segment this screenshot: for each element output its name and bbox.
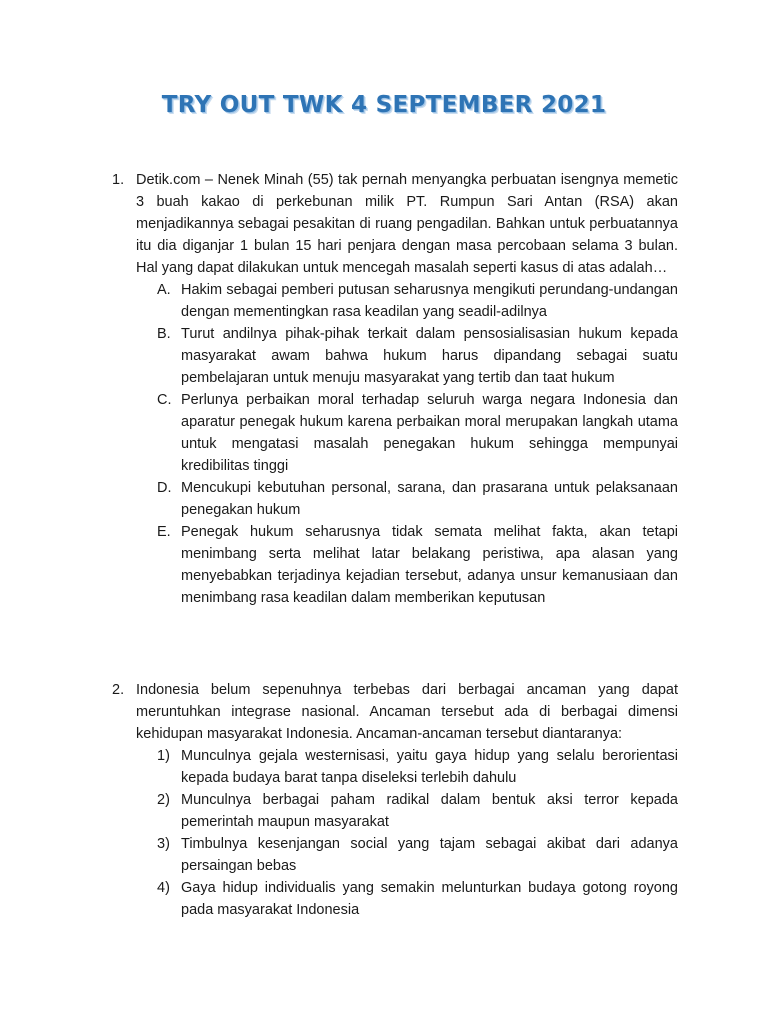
statement-label: 3) [157,836,170,852]
option-text: Turut andilnya pihak-pihak terkait dalam pensosialisasian hukum kepada masyarakat awam bahwa hukum harus dipandang sebagai suatu pembelajaran untuk menuju masyarakat yang tertib dan taat hukum [181,326,678,386]
option-text: Perlunya perbaikan moral terhadap seluruh warga negara Indonesia dan aparatur penegak hukum karena perbaikan moral merupakan langkah utama untuk mengatasi masalah penegakan hukum sehingga mempunyai kredibilitas tinggi [181,392,678,474]
statement-1 [157,745,678,789]
option-b [157,323,678,389]
option-label: E. [157,524,171,540]
question-1 [112,169,678,609]
question-number: 1. [112,172,125,188]
statement-3 [157,833,678,877]
option-text: Penegak hukum seharusnya tidak semata melihat fakta, akan tetapi menimbang serta melihat latar belakang peristiwa, apa alasan yang menyebabkan terjadinya kejadian tersebut, adanya unsur kemanusiaan dan menimbang rasa keadilan dalam memberikan keputusan [181,524,678,606]
question-2 [112,679,678,921]
statement-label: 1) [157,748,170,764]
option-label: D. [157,480,172,496]
option-a [157,279,678,323]
option-label: C. [157,392,172,408]
option-text: Hakim sebagai pemberi putusan seharusnya mengikuti perundang-undangan dengan mementingkan rasa keadilan yang seadil-adilnya [181,282,678,320]
statement-text: Timbulnya kesenjangan social yang tajam sebagai akibat dari adanya persaingan bebas [181,836,678,874]
question-text: Indonesia belum sepenuhnya terbebas dari berbagai ancaman yang dapat meruntuhkan integrase nasional. Ancaman tersebut ada di berbagai dimensi kehidupan masyarakat Indonesia. Ancaman-ancaman tersebut diantaranya: [136,682,678,742]
statement-label: 4) [157,880,170,896]
question-number: 2. [112,682,125,698]
statement-2 [157,789,678,833]
statement-4 [157,877,678,921]
statement-text: Munculnya berbagai paham radikal dalam bentuk aksi terror kepada pemerintah maupun masyarakat [181,792,678,830]
option-text: Mencukupi kebutuhan personal, sarana, dan prasarana untuk pelaksanaan penegakan hukum [181,480,678,518]
option-label: B. [157,326,171,342]
option-d [157,477,678,521]
statement-label: 2) [157,792,170,808]
option-e [157,521,678,609]
question-text: Detik.com – Nenek Minah (55) tak pernah menyangka perbuatan isengnya memetic 3 buah kakao di perkebunan milik PT. Rumpun Sari Antan (RSA) akan menjadikannya sebagai pesakitan di ruang pengadilan. Bahkan untuk perbuatannya itu dia diganjar 1 bulan 15 hari penjara dengan masa percobaan selama 3 bulan. Hal yang dapat dilakukan untuk mencegah masalah seperti kasus di atas adalah… [136,172,678,276]
option-label: A. [157,282,171,298]
statement-text: Gaya hidup individualis yang semakin melunturkan budaya gotong royong pada masyarakat Indonesia [181,880,678,918]
document-title: TRY OUT TWK 4 SEPTEMBER 2021 [161,92,607,118]
statement-text: Munculnya gejala westernisasi, yaitu gaya hidup yang selalu berorientasi kepada budaya barat tanpa diseleksi terlebih dahulu [181,748,678,786]
option-c [157,389,678,477]
